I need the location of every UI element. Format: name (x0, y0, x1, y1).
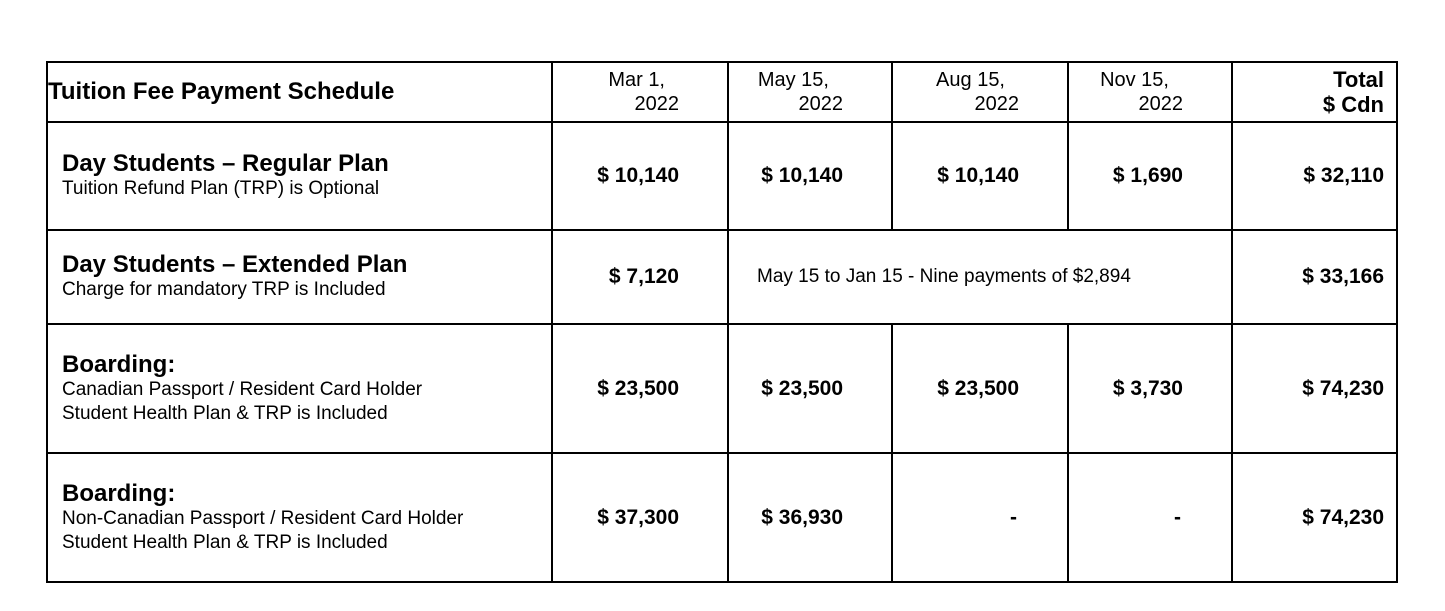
plan-label-cell (47, 122, 552, 230)
date-header-line2: 2022 (974, 93, 1019, 115)
payment-amount: $ 37,300 (552, 453, 728, 582)
date-header-line2: 2022 (634, 93, 679, 115)
table-row-boarding-non-canadian (47, 453, 1397, 582)
plan-subtitle: Student Health Plan & TRP is Included (62, 531, 388, 553)
payment-amount: $ 36,930 (728, 453, 892, 582)
table-row-boarding-canadian (47, 324, 1397, 453)
total-amount: $ 74,230 (1232, 324, 1397, 453)
total-amount: $ 74,230 (1232, 453, 1397, 582)
plan-subtitle: Non-Canadian Passport / Resident Card Holder (62, 507, 464, 529)
payment-amount: $ 23,500 (728, 324, 892, 453)
payment-amount: $ 23,500 (552, 324, 728, 453)
payment-amount: $ 23,500 (892, 324, 1068, 453)
date-header-aug-15 (892, 62, 1068, 122)
payment-amount: $ 10,140 (552, 122, 728, 230)
date-header-line1: Nov 15, (1100, 69, 1169, 91)
date-header-line1: Aug 15, (936, 69, 1005, 91)
payment-amount: $ 1,690 (1068, 122, 1232, 230)
plan-subtitle: Charge for mandatory TRP is Included (62, 279, 386, 300)
date-header-line2: 2022 (1138, 93, 1183, 115)
total-header (1232, 62, 1397, 122)
date-header-line1: May 15, (757, 69, 829, 91)
tuition-fee-table (46, 61, 1398, 583)
plan-subtitle: Student Health Plan & TRP is Included (62, 402, 388, 424)
payment-amount: $ 10,140 (892, 122, 1068, 230)
plan-subtitle: Tuition Refund Plan (TRP) is Optional (62, 178, 380, 199)
payment-amount: - (1068, 453, 1232, 582)
plan-title: Boarding: (62, 479, 176, 507)
installment-note: May 15 to Jan 15 - Nine payments of $2,894 (728, 230, 1232, 324)
date-header-may-15 (728, 62, 892, 122)
table-row-regular-plan (47, 122, 1397, 230)
total-amount: $ 32,110 (1232, 122, 1397, 230)
plan-subtitle: Canadian Passport / Resident Card Holder (62, 378, 423, 400)
total-header-line1: Total (1333, 67, 1384, 92)
payment-amount: $ 7,120 (552, 230, 728, 324)
date-header-line2: 2022 (798, 93, 843, 115)
total-amount: $ 33,166 (1232, 230, 1397, 324)
header-row (47, 62, 1397, 122)
plan-title: Day Students – Extended Plan (62, 251, 408, 278)
table-title: Tuition Fee Payment Schedule (47, 62, 552, 122)
payment-amount: - (892, 453, 1068, 582)
plan-label-cell (47, 230, 552, 324)
plan-title: Day Students – Regular Plan (62, 150, 389, 177)
plan-label-cell (47, 453, 552, 582)
plan-title: Boarding: (62, 350, 176, 378)
date-header-line1: Mar 1, (608, 69, 665, 91)
total-header-line2: $ Cdn (1322, 92, 1384, 117)
table-row-extended-plan (47, 230, 1397, 324)
date-header-nov-15 (1068, 62, 1232, 122)
plan-label-cell (47, 324, 552, 453)
date-header-mar-1 (552, 62, 728, 122)
payment-amount: $ 10,140 (728, 122, 892, 230)
payment-amount: $ 3,730 (1068, 324, 1232, 453)
